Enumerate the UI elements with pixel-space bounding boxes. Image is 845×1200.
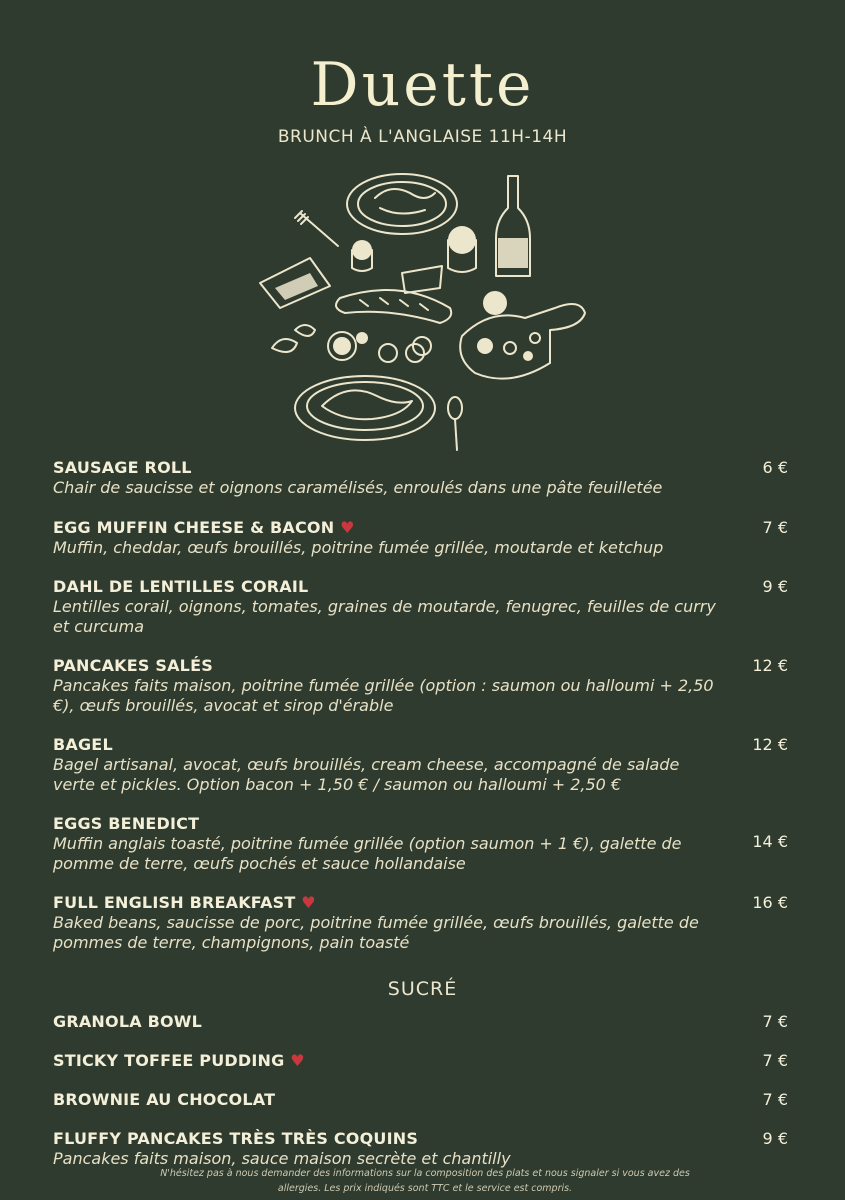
item-name: GRANOLA BOWL [53, 1012, 203, 1031]
heart-icon: ♥ [301, 893, 316, 912]
item-name: EGGS BENEDICT [53, 814, 200, 833]
item-description: Muffin, cheddar, œufs brouillés, poitrine fumée grillée, moutarde et ketchup [53, 537, 664, 557]
item-price: 14 € [752, 832, 788, 851]
item-price: 6 € [762, 458, 788, 477]
allergy-notice-line-1: N'hésitez pas à nous demander des informations sur la composition des plats et nous signaler si vous avez des [160, 1168, 690, 1179]
item-name: EGG MUFFIN CHEESE & BACON [53, 517, 335, 537]
item-price: 9 € [762, 1129, 788, 1148]
menu-item-bagel [53, 735, 793, 794]
item-name-row [53, 893, 723, 913]
allergy-notice-line-2: allergies. Les prix indiqués sont TTC et le service est compris. [277, 1183, 573, 1194]
item-name: FULL ENGLISH BREAKFAST [53, 893, 296, 912]
item-description: Pancakes faits maison, poitrine fumée grillée (option : saumon ou halloumi + 2,50 €), œufs brouillés, avocat et sirop d'érable [53, 676, 714, 715]
menu-item-dahl [53, 577, 793, 636]
item-price: 7 € [762, 1051, 788, 1070]
menu-item-sticky-toffee [53, 1051, 793, 1071]
item-price: 16 € [752, 893, 788, 912]
item-price: 12 € [752, 656, 788, 675]
menu-subtitle: BRUNCH À L'ANGLAISE 11H-14H [277, 127, 568, 147]
item-description: Muffin anglais toasté, poitrine fumée grillée (option saumon + 1 €), galette de pomme de terre, œufs pochés et sauce hollandaise [53, 834, 682, 873]
menu-item-granola [53, 1012, 793, 1032]
restaurant-title: Duette [310, 50, 535, 120]
item-name-row [53, 1051, 723, 1071]
item-description: Baked beans, saucisse de porc, poitrine fumée grillée, œufs brouillés, galette de pommes de terre, champignons, pain toasté [53, 913, 699, 952]
item-name: BROWNIE AU CHOCOLAT [53, 1090, 276, 1109]
item-name: DAHL DE LENTILLES CORAIL [53, 577, 309, 596]
item-price: 7 € [762, 1090, 788, 1109]
item-name: SAUSAGE ROLL [53, 458, 192, 477]
item-price: 9 € [762, 577, 788, 596]
menu-item-eggs-benedict [53, 814, 793, 873]
heart-icon: ♥ [290, 1051, 305, 1070]
item-name: STICKY TOFFEE PUDDING [53, 1051, 285, 1070]
menu-item-fluffy-pancakes [53, 1129, 793, 1169]
section-title-sucre: SUCRÉ [387, 978, 458, 1000]
menu-item-pancakes-sales [53, 656, 793, 715]
item-description: Bagel artisanal, avocat, œufs brouillés, cream cheese, accompagné de salade verte et pickles. Option bacon + 1,50 € / saumon ou halloumi + 2,50 € [53, 755, 680, 794]
item-name-row [53, 518, 723, 538]
item-price: 7 € [762, 1012, 788, 1031]
item-price: 7 € [762, 517, 788, 537]
allergy-notice [140, 1166, 710, 1196]
heart-icon: ♥ [340, 517, 355, 537]
item-name: PANCAKES SALÉS [53, 656, 213, 675]
brunch-table-illustration-icon [250, 168, 600, 458]
menu-list [53, 458, 793, 1169]
item-name: BAGEL [53, 735, 113, 754]
menu-item-sausage-roll [53, 458, 793, 498]
item-description: Lentilles corail, oignons, tomates, graines de moutarde, fenugrec, feuilles de curry et curcuma [53, 597, 716, 636]
item-name: FLUFFY PANCAKES TRÈS TRÈS COQUINS [53, 1129, 419, 1148]
item-price: 12 € [752, 735, 788, 754]
item-description: Chair de saucisse et oignons caramélisés, enroulés dans une pâte feuilletée [53, 478, 663, 497]
menu-item-egg-muffin [53, 518, 793, 558]
menu-item-brownie [53, 1090, 793, 1110]
item-description: Pancakes faits maison, sauce maison secrète et chantilly [53, 1149, 511, 1168]
menu-item-full-english [53, 893, 793, 952]
